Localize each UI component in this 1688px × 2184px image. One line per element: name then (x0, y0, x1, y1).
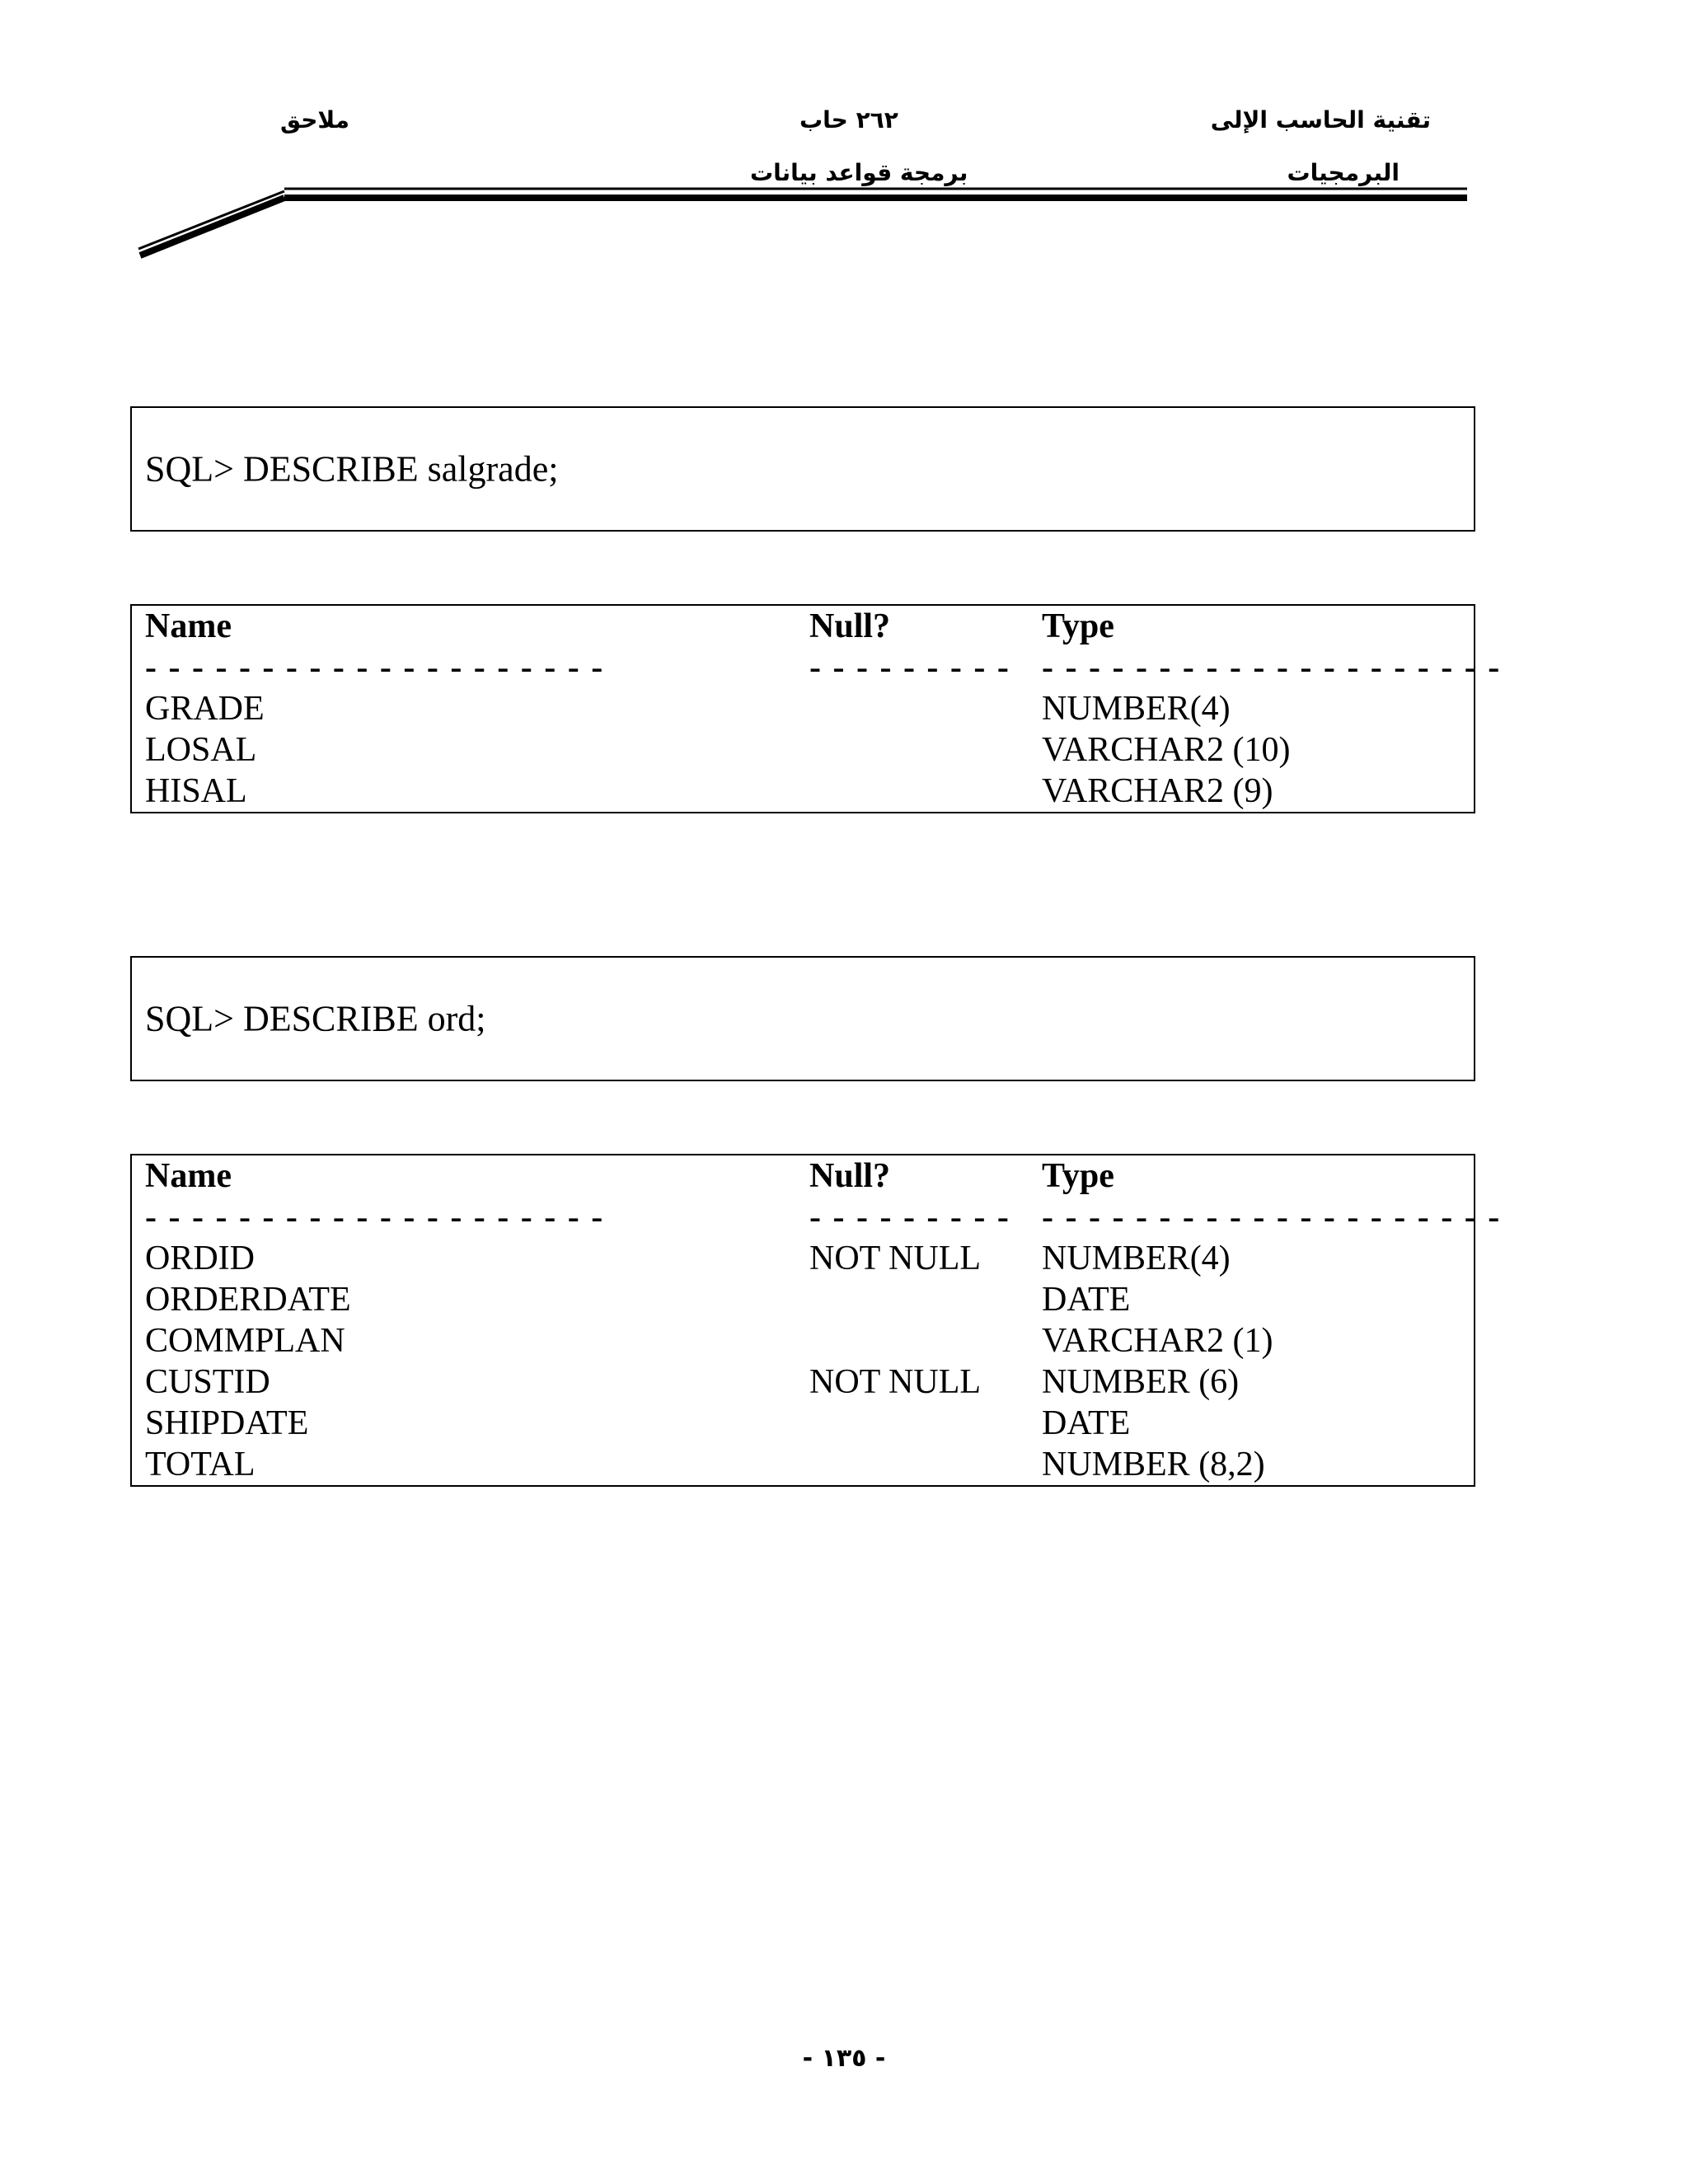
cell-name: CUSTID (145, 1363, 270, 1401)
cell-name: GRADE (145, 690, 265, 728)
column-header-type: Type (1042, 607, 1114, 645)
table-divider-row (132, 647, 1502, 688)
cell-type: DATE (1042, 1281, 1131, 1319)
cell-type: VARCHAR2 (10) (1042, 731, 1291, 769)
divider-type: - - - - - - - - - - - - - - - - - - - - (1042, 1198, 1502, 1236)
describe-table-ord (130, 1154, 1502, 1487)
page-number: - ١٣٥ - (802, 2044, 886, 2073)
table-header-row (132, 606, 1474, 647)
divider-name: - - - - - - - - - - - - - - - - - - - - (145, 1198, 605, 1236)
table-row (132, 1238, 1474, 1279)
divider-name: - - - - - - - - - - - - - - - - - - - - (145, 649, 605, 687)
sql-command: SQL> DESCRIBE salgrade; (145, 448, 559, 490)
header-section: ملاحق (280, 106, 350, 134)
cell-type: DATE (1042, 1404, 1131, 1442)
cell-type: NUMBER (6) (1042, 1363, 1240, 1401)
table-divider-row (132, 1197, 1502, 1238)
table-row (132, 1361, 1474, 1403)
sql-command-box-salgrade (130, 406, 1475, 532)
cell-name: HISAL (145, 772, 247, 810)
table-row (132, 771, 1474, 812)
table-row (132, 1403, 1474, 1444)
cell-name: ORDID (145, 1240, 255, 1277)
sql-command-box-ord (130, 956, 1475, 1081)
cell-type: NUMBER(4) (1042, 1240, 1231, 1277)
table-header-row (132, 1155, 1474, 1197)
table-row (132, 688, 1474, 729)
divider-null: - - - - - - - - - (809, 649, 1010, 687)
column-header-null: Null? (809, 1157, 891, 1195)
table-row (132, 1279, 1474, 1320)
cell-name: TOTAL (145, 1446, 256, 1483)
header-course-code: ٢٦٢ حاب (799, 106, 898, 134)
column-header-type: Type (1042, 1157, 1114, 1195)
cell-null: NOT NULL (809, 1363, 982, 1401)
header-department: تقنية الحاسب الإلى (1210, 106, 1431, 134)
table-row (132, 1320, 1474, 1361)
cell-name: ORDERDATE (145, 1281, 351, 1319)
table-row (132, 729, 1474, 771)
column-header-name: Name (145, 1157, 232, 1195)
cell-name: COMMPLAN (145, 1322, 345, 1360)
divider-null: - - - - - - - - - (809, 1198, 1010, 1236)
table-row (132, 1444, 1474, 1485)
header-specialty: البرمجيات (1287, 159, 1400, 186)
describe-table-salgrade (130, 604, 1502, 813)
cell-type: VARCHAR2 (1) (1042, 1322, 1273, 1360)
cell-name: LOSAL (145, 731, 257, 769)
column-header-null: Null? (809, 607, 891, 645)
cell-type: NUMBER(4) (1042, 690, 1231, 728)
cell-name: SHIPDATE (145, 1404, 309, 1442)
header-course-title: برمجة قواعد بيانات (750, 159, 968, 186)
sql-command: SQL> DESCRIBE ord; (145, 998, 486, 1039)
header-rule (0, 0, 1688, 264)
column-header-name: Name (145, 607, 232, 645)
divider-type: - - - - - - - - - - - - - - - - - - - - (1042, 649, 1502, 687)
cell-type: NUMBER (8,2) (1042, 1446, 1265, 1483)
cell-type: VARCHAR2 (9) (1042, 772, 1273, 810)
cell-null: NOT NULL (809, 1240, 982, 1277)
